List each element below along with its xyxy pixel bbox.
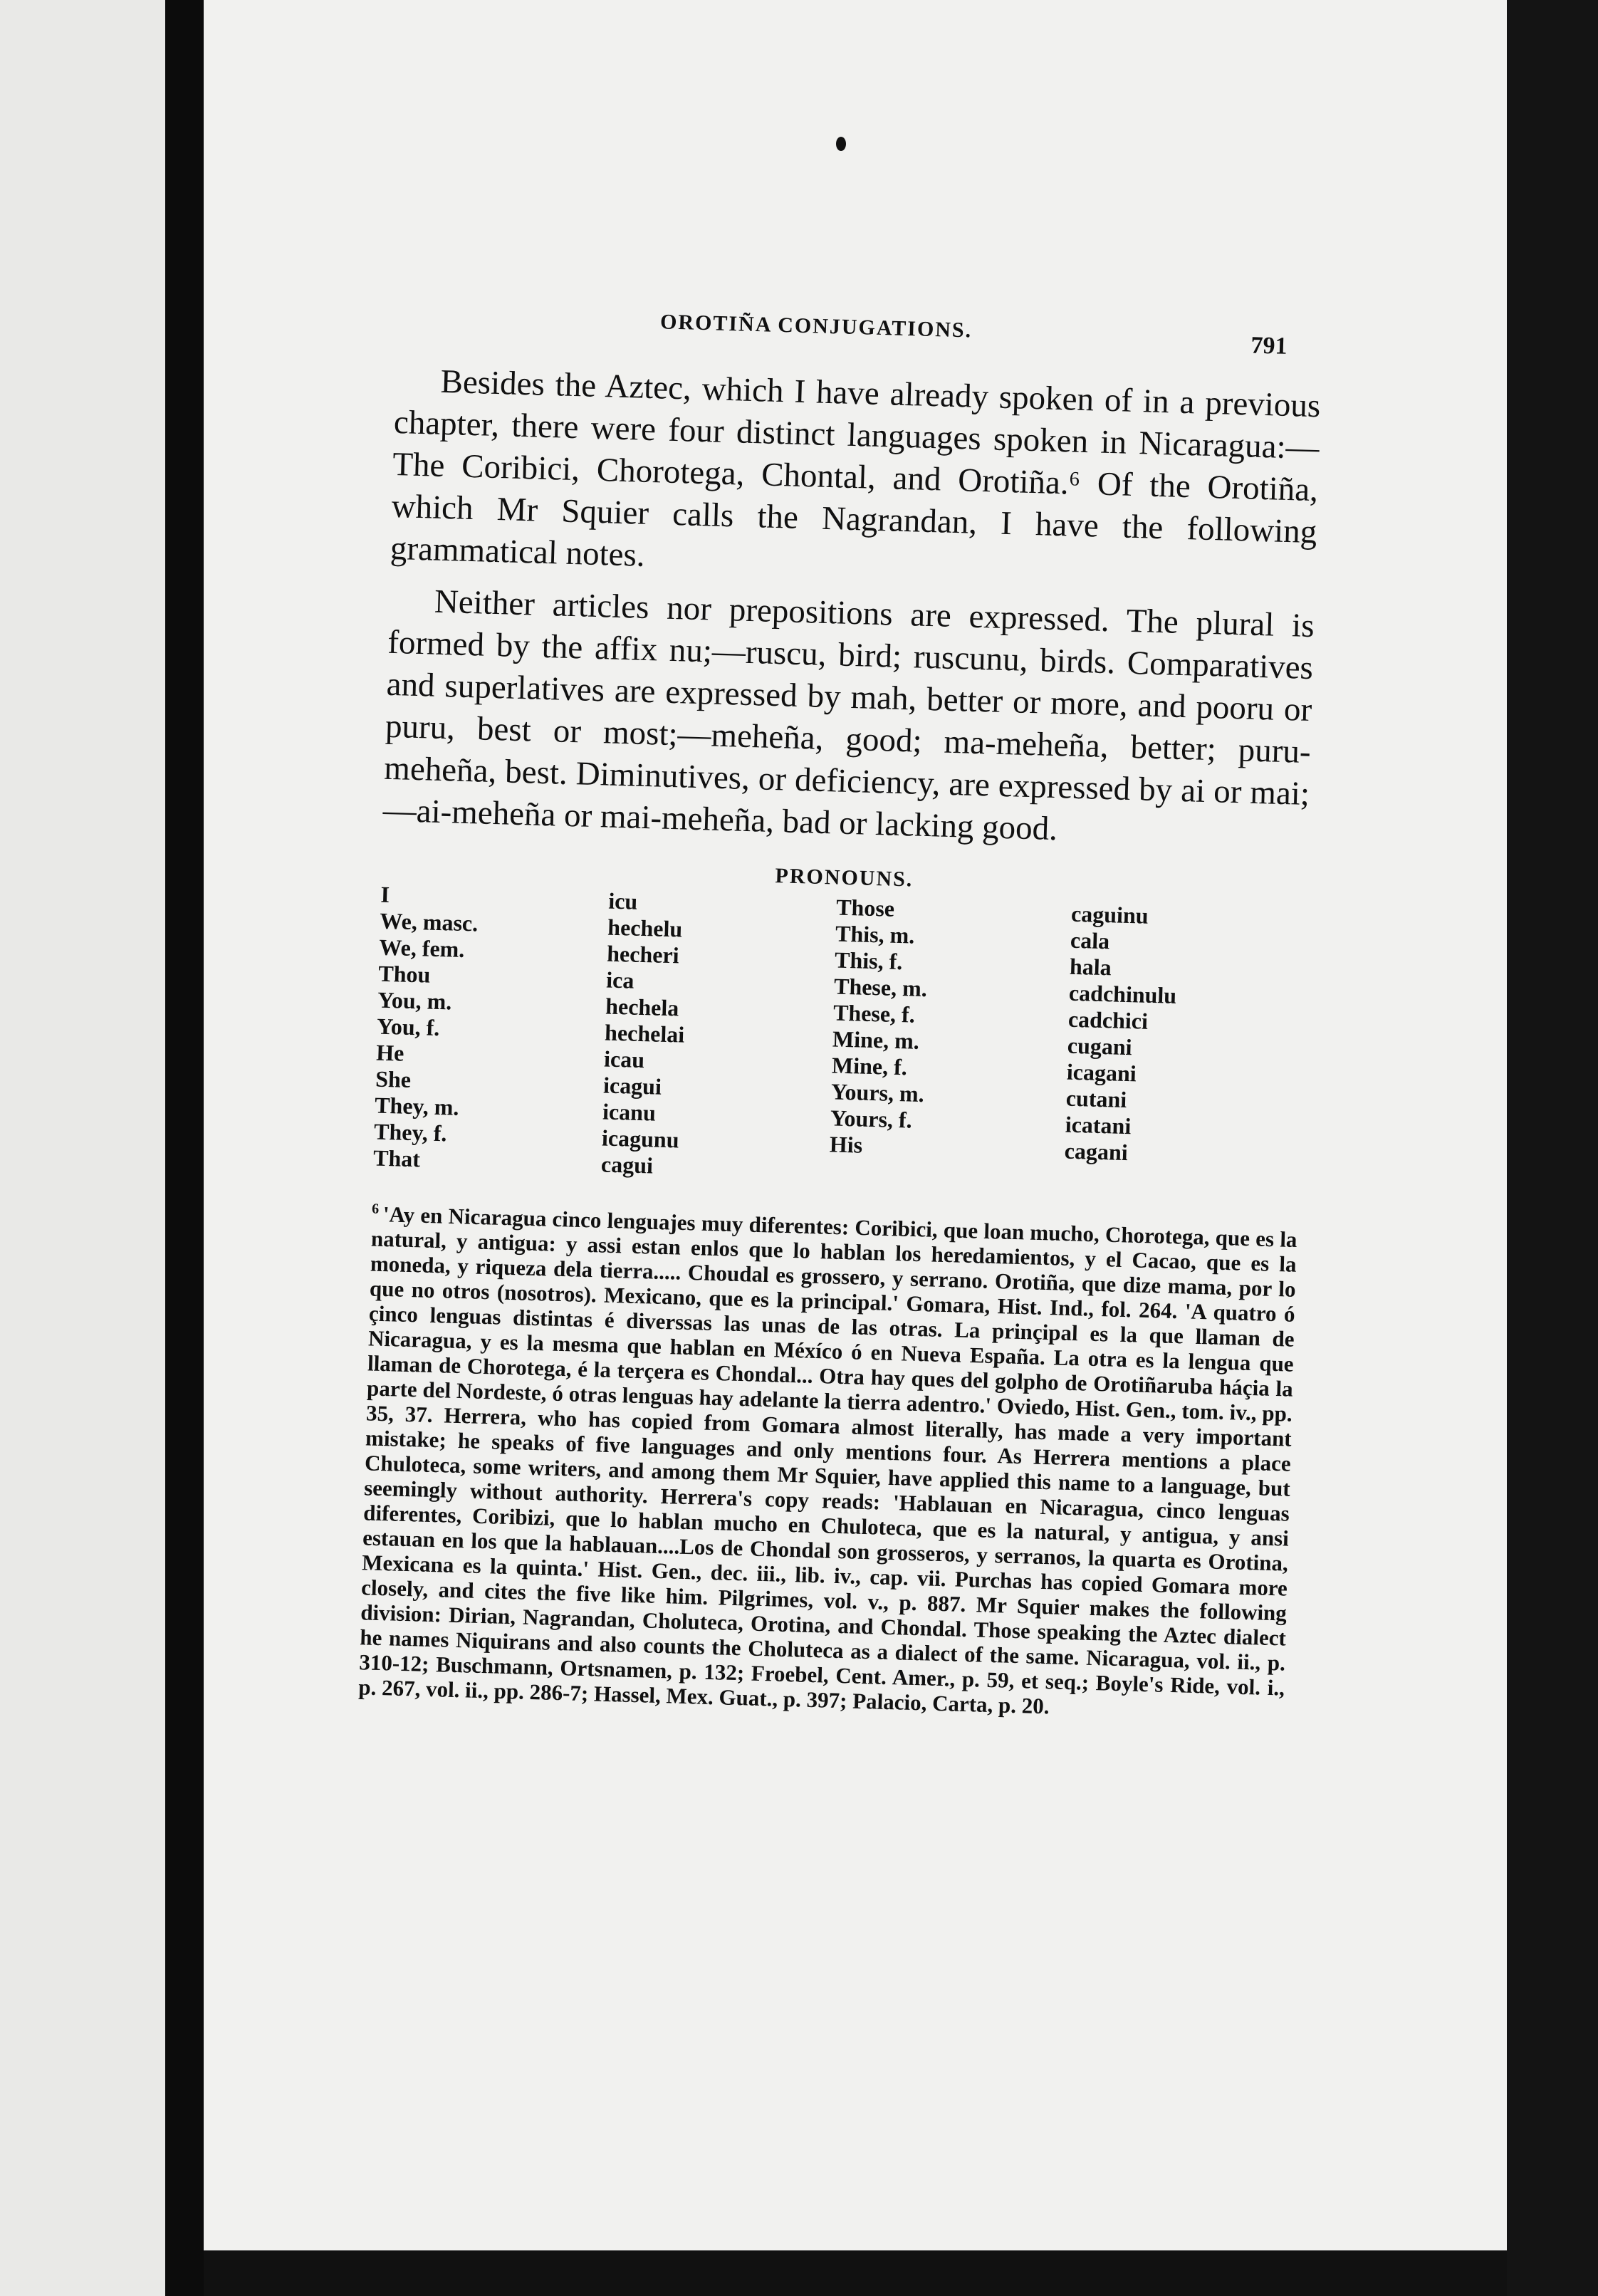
pronoun-english: She (375, 1065, 412, 1092)
pronoun-english: His (829, 1131, 863, 1158)
footnote-text: 'Ay en Nicaragua cinco lenguajes muy diferentes: Coribici, que loan mucho, Chorotega, que es la natural, y antigua: y assi estan enlos que lo hablan los heredamientos, y el Cacao, que es la moneda, y riqueza dela tierra..... Choudal es grossero, y serrano. Orotiña, que dize mama, por lo que no otros (nosotros). Mexicano, que es la principal.' Gomara, Hist. Ind., fol. 264. 'A quatro ó çinco lenguas distintas é diverssas las unas de las otras. La prinçipal es la que llaman de Nicaragua, y es la mesma que hablan en Méxíco ó en Nueva España. La otra es la lengua que llaman de Chorotega, é la terçera es Chondal... Otra hay ques del golpho de Orotiñaruba háçia la parte del Nordeste, ó otras lenguas hay adelante la tierra adentro.' Oviedo, Hist. Gen., tom. iv., pp. 35, 37. Herrera, who has copied from Gomara almost literally, has made a very important mistake; he speaks of five languages and only mentions four. As Herrera mentions a place Chuloteca, some writers, and among them Mr Squier, have applied this name to a language, but seemingly without authority. Herrera's copy reads: 'Hablauan en Nicaragua, cinco lenguas diferentes, Coribizi, que lo hablan mucho en Chuloteca, que es la natural, y antigua, y ansi estauan en los que la hablauan....Los de Chondal son grosseros, y serranos, la quarta es Orotina, Mexicana es la quinta.' Hist. Gen., dec. iii., lib. iv., cap. vii. Purchas has copied Gomara more closely, and cites the five like him. Pilgrimes, vol. v., p. 887. Mr Squier makes the following division: Dirian, Nagrandan, Choluteca, Orotina, and Chondal. Those speaking the Aztec dialect he names Niquirans and also counts the Choluteca as a dialect of the same. Nicaragua, vol. ii., p. 310-12; Buschmann, Ortsnamen, p. 132; Froebel, Cent. Amer., p. 59, et seq.; Boyle's Ride, vol. i., p. 267, vol. ii., pp. 286-7; Hassel, Mex. Guat., p. 397; Palacio, Carta, p. 20. (357, 1201, 1297, 1719)
pronoun-english: They, f. (373, 1118, 447, 1147)
pronoun-orotina: hechelai (604, 1019, 685, 1048)
book-gutter (165, 0, 204, 2296)
pronoun-english: These, m. (833, 973, 928, 1002)
paragraph-languages: Besides the Aztec, which I have already spoken of in a previous chapter, there were four distinct languages spoken in Nicaragua:—The Coribici, Chorotega, Chontal, and Orotiña.⁶ Of the Orotiña, which Mr Squier calls the Nagrandan, I have the following grammatical notes. (390, 362, 1321, 574)
pronoun-orotina: cutani (1065, 1085, 1127, 1113)
scan-border (1507, 0, 1598, 2296)
pronoun-english: I (380, 881, 390, 908)
pronoun-english (828, 1157, 1064, 1190)
ink-spot (836, 137, 846, 151)
pronoun-orotina: icagunu (601, 1124, 680, 1153)
pronoun-english: Mine, f. (831, 1052, 908, 1080)
pronoun-orotina: cadchinulu (1068, 979, 1177, 1008)
pronoun-orotina (1063, 1164, 1299, 1197)
pronoun-orotina: hecheri (606, 940, 680, 969)
pronoun-orotina: cadchici (1067, 1006, 1149, 1034)
paragraph-grammar: Neither articles nor prepositions are expressed. The plural is formed by the affix nu;—ruscu, bird; ruscunu, birds. Comparatives and superlatives are expressed by mah, better or more, and pooru or puru, best or most;—meheña, good; ma-meheña, better; puru-meheña, best. Diminutives, or deficiency, are expressed by ai or mai;—ai-meheña or mai-meheña, bad or lacking good. (382, 583, 1315, 848)
pronoun-orotina: hechela (605, 993, 679, 1021)
pronoun-english: Yours, m. (830, 1078, 925, 1107)
pronoun-english: This, m. (835, 920, 915, 949)
pronoun-english: They, m. (374, 1092, 459, 1120)
book-page (204, 0, 1511, 2250)
pronoun-orotina: icau (603, 1045, 645, 1073)
pronouns-title: PRONOUNS. (775, 864, 914, 892)
pronoun-english: You, f. (376, 1013, 440, 1041)
pronoun-english: Yours, f. (830, 1105, 913, 1133)
pronoun-orotina: cala (1070, 927, 1110, 954)
pronoun-orotina: caguinu (1070, 900, 1149, 929)
pronoun-english: We, masc. (379, 907, 479, 936)
pronoun-orotina: cagani (1064, 1137, 1129, 1166)
pronoun-orotina: icagui (602, 1072, 662, 1100)
pronoun-english: That (372, 1144, 421, 1172)
pronoun-orotina: icu (607, 887, 638, 914)
pronoun-orotina: icanu (602, 1098, 657, 1126)
pronoun-english: Thou (377, 960, 431, 988)
pronoun-orotina: cagui (600, 1151, 654, 1179)
page-content (358, 296, 1323, 1726)
footnote (358, 1197, 1297, 1726)
pronoun-orotina: icagani (1066, 1058, 1137, 1087)
pronoun-orotina: hechelu (607, 914, 683, 942)
pronoun-english: These, f. (832, 999, 916, 1028)
pronoun-orotina: ica (605, 966, 634, 993)
running-title: OROTIÑA CONJUGATIONS. (659, 310, 973, 343)
pronoun-english: Mine, m. (832, 1026, 920, 1054)
pronoun-english: Those (835, 894, 895, 922)
pronoun-orotina: hala (1069, 953, 1112, 981)
pronoun-table (373, 882, 1307, 1197)
pronoun-orotina: cugani (1067, 1032, 1133, 1060)
footnote-mark: 6 (371, 1201, 380, 1217)
pronoun-english: You, m. (377, 986, 452, 1015)
pronoun-orotina: icatani (1065, 1111, 1132, 1139)
page-number: 791 (1250, 332, 1288, 360)
pronoun-english: He (375, 1039, 404, 1066)
pronoun-english: We, fem. (378, 934, 465, 962)
facing-page (0, 0, 165, 2296)
pronoun-english: This, f. (834, 946, 903, 975)
